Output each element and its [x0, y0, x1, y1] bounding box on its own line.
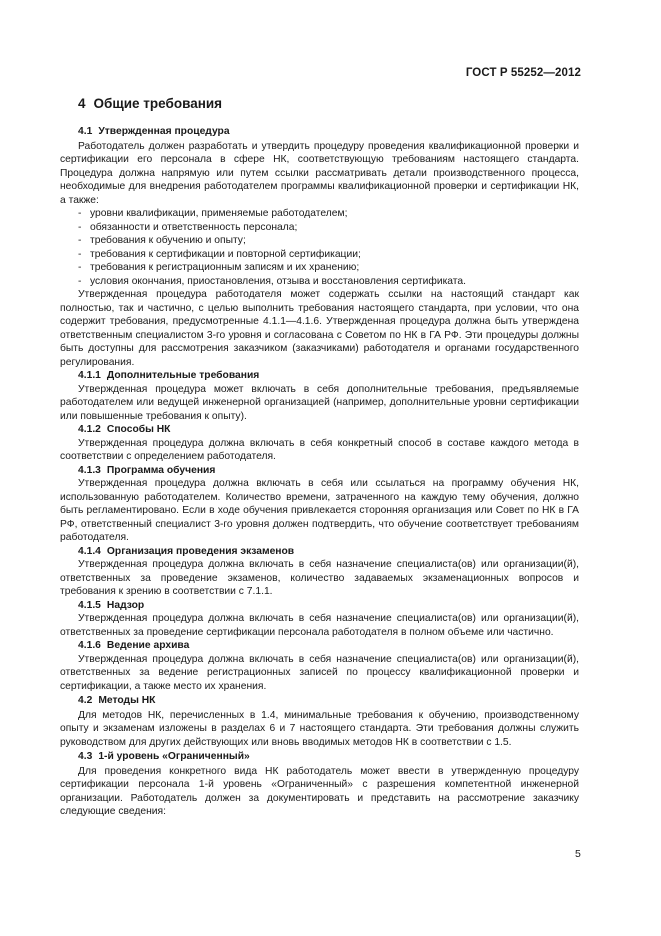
page-content: [60, 96, 579, 819]
subsection-heading-4-2: 4.2 Методы НК: [78, 695, 156, 706]
clause-heading-4-1-3: 4.1.3 Программа обучения: [78, 464, 216, 476]
clause-heading-4-1-1: 4.1.1 Дополнительные требования: [78, 370, 260, 381]
paragraph: Утвержденная процедура работодателя может содержать ссылки на настоящий стандарт как полностью, так и частично, с целью выполнить требования настоящего стандарта, при условии, что она содержит требования, предусмотренные 4.1.1—4.1.6. Утвержденная процедура должна быть утверждена ответственным специалистом 3-го уровня и согласована с Советом по НК в ГА РФ. Эти процедуры должны быть доступны для рассмотрения заказчиком (заказчиками) работодателя и органами государственного регулирования.: [60, 289, 579, 368]
paragraph: Утвержденная процедура должна включать в себя назначение специалиста(ов) или организации(й), ответственных за проведение сертификации персонала работодателя в полном объеме или частично.: [60, 613, 579, 638]
paragraph: Утвержденная процедура должна включать в себя конкретный способ в составе каждого метода в соответствии с определением работодателя.: [60, 437, 579, 462]
list-item: - уровни квалификации, применяемые работодателем;: [78, 208, 348, 219]
paragraph: Для методов НК, перечисленных в 1.4, минимальные требования к обучению, производственному опыту и экзаменам изложены в разделах 6 и 7 настоящего стандарта. Эти требования должны служить руководством для других действующих или вновь вводимых методов НК в соответствии с 1.5.: [60, 709, 579, 748]
subsection-heading-4-3: 4.3 1-й уровень «Ограниченный»: [78, 751, 250, 762]
clause-heading-4-1-5: 4.1.5 Надзор: [78, 599, 145, 611]
list-item: - условия окончания, приостановления, отзыва и восстановления сертификата.: [78, 275, 466, 287]
list-item: - требования к сертификации и повторной сертификации;: [78, 248, 361, 260]
paragraph: Утвержденная процедура должна включать в себя назначение специалиста(ов) или организации(й), ответственных за проведение экзаменов, количество задаваемых экзаменационных вопросов и требования к зрению в соответствии с 7.1.1.: [60, 559, 579, 597]
document-header: ГОСТ Р 55252—2012: [465, 67, 581, 79]
paragraph: Утвержденная процедура должна включать в себя или ссылаться на программу обучения НК, использованную работодателем. Количество времени, затраченного на каждую тему обучения, должно быть регламентировано. Если в ходе обучения привлекается сторонняя организация или Совет по НК в ГА РФ, ответственный специалист 3-го уровня должен подтвердить, что обучение соответствует требованиям работодателя.: [60, 478, 579, 543]
section-heading: [78, 96, 579, 112]
paragraph: Для проведения конкретного вида НК работодатель может ввести в утвержденную процедуру сертификации персонала 1-й уровень «Ограниченный» с разрешения компетентной инженерной организации. Работодатель должен за документировать и представить на рассмотрение заказчику следующие сведения:: [60, 765, 579, 817]
clause-heading-4-1-6: 4.1.6 Ведение архива: [78, 640, 190, 651]
list-item: - обязанности и ответственность персонала;: [78, 221, 298, 233]
subsection-heading-4-1: [78, 125, 579, 139]
list-item: - требования к регистрационным записям и их хранению;: [78, 262, 360, 273]
subsection-title: Утвержденная процедура: [98, 126, 230, 137]
section-number: 4: [78, 96, 86, 111]
list-item: - требования к обучению и опыту;: [78, 235, 246, 246]
subsection-number: 4.1: [78, 126, 93, 137]
paragraph: Утвержденная процедура должна включать в себя назначение специалиста(ов) или организации(й), ответственных за ведение регистрационных записей по процессу квалификационной проверки и сертификации, а также место их хранения.: [60, 653, 579, 692]
page-number: 5: [575, 848, 581, 860]
paragraph: Работодатель должен разработать и утвердить процедуру проведения квалификационной проверки и сертификации его персонала в сфере НК, соответствующую требованиям настоящего стандарта. Процедура должна напрямую или путем ссылки рассматривать детали производственного процесса, необходимые для внедрения работодателем программы квалификационной проверки и сертификации НК, а также:: [60, 140, 579, 206]
clause-heading-4-1-4: 4.1.4 Организация проведения экзаменов: [78, 545, 295, 557]
clause-heading-4-1-2: 4.1.2 Способы НК: [78, 424, 171, 435]
section-title: Общие требования: [93, 96, 223, 111]
paragraph: Утвержденная процедура может включать в себя дополнительные требования, предъявляемые работодателем или ведущей инженерной организацией (например, дополнительные уровни сертификации или повышенные требования к опыту).: [60, 383, 579, 422]
